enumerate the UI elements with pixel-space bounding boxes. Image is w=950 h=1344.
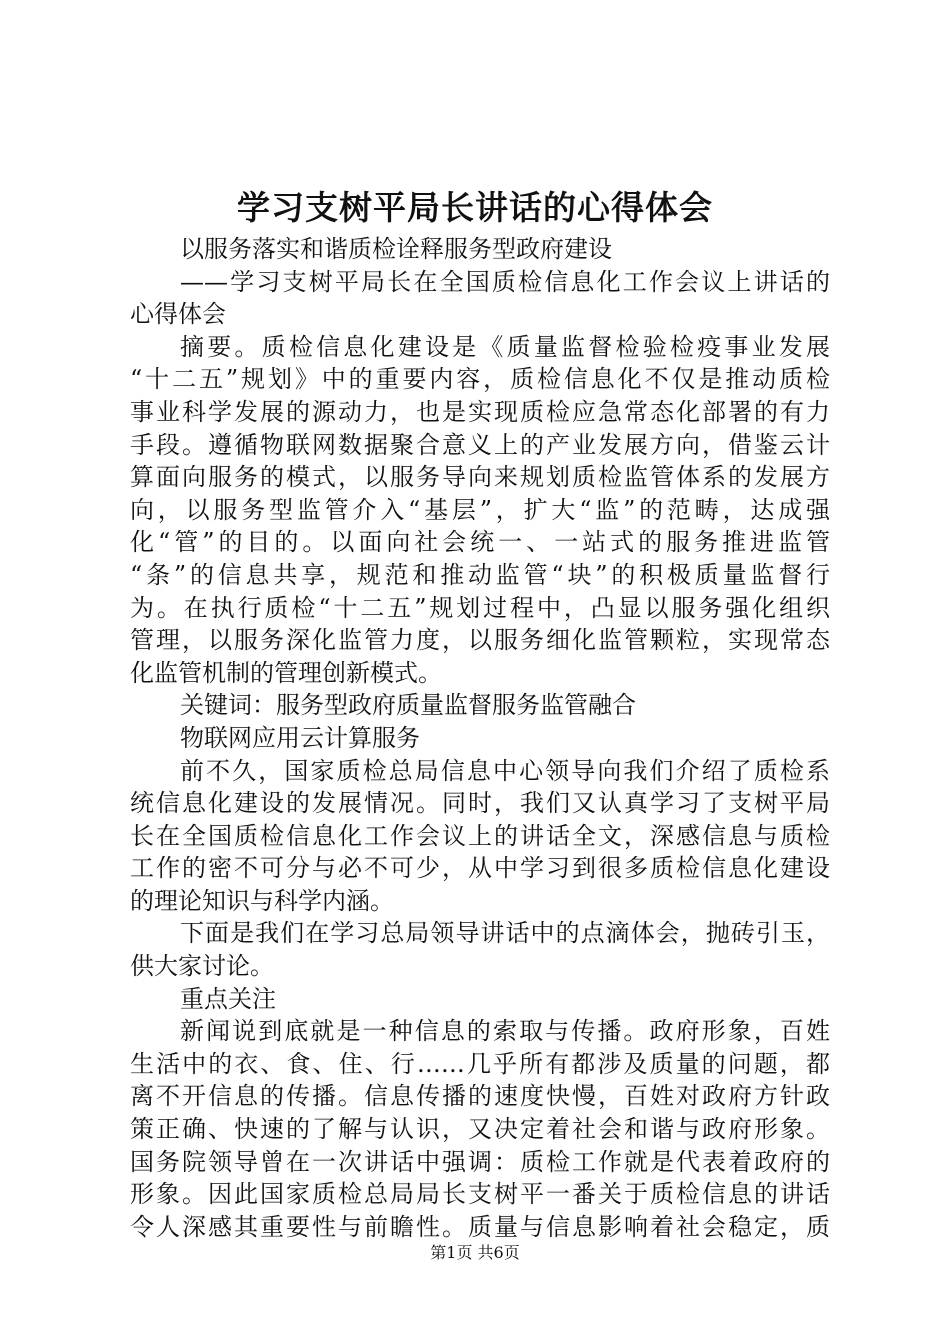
abstract-line: 管理，以服务深化监管力度，以服务细化监管颗粒，实现常态	[130, 626, 830, 655]
paragraph-line: 下面是我们在学习总局领导讲话中的点滴体会，抛砖引玉，	[180, 919, 830, 948]
paragraph-line: 前不久，国家质检总局信息中心领导向我们介绍了质检系	[180, 756, 830, 785]
paragraph-line: 统信息化建设的发展情况。同时，我们又认真学习了支树平局	[130, 789, 830, 818]
keywords-line: 关键词：服务型政府质量监督服务监管融合	[180, 691, 636, 720]
abstract-line: 为。在执行质检“十二五”规划过程中，凸显以服务强化组织	[130, 593, 830, 622]
paragraph-line: 国务院领导曾在一次讲话中强调：质检工作就是代表着政府的	[130, 1147, 830, 1176]
abstract-line: 向，以服务型监管介入“基层”，扩大“监”的范畴，达成强	[130, 495, 830, 524]
keywords-line: 物联网应用云计算服务	[180, 723, 420, 752]
subtitle-line: ——学习支树平局长在全国质检信息化工作会议上讲话的	[180, 267, 830, 296]
paragraph-line: 令人深感其重要性与前瞻性。质量与信息影响着社会稳定，质	[130, 1212, 830, 1241]
subtitle-line: 心得体会	[130, 300, 226, 329]
abstract-line: 化监管机制的管理创新模式。	[130, 658, 442, 687]
abstract-line: “十二五”规划》中的重要内容，质检信息化不仅是推动质检	[130, 365, 830, 394]
paragraph-line: 供大家讨论。	[130, 952, 274, 981]
document-body	[130, 233, 830, 1243]
section-heading: 重点关注	[180, 984, 276, 1013]
paragraph-line: 生活中的衣、食、住、行……几乎所有都涉及质量的问题，都	[130, 1049, 830, 1078]
document-title: 学习支树平局长讲话的心得体会	[237, 188, 713, 227]
abstract-line: 摘要。质检信息化建设是《质量监督检验检疫事业发展	[180, 332, 830, 361]
paragraph-line: 形象。因此国家质检总局局长支树平一番关于质检信息的讲话	[130, 1180, 830, 1209]
page-footer: 第1页 共6页	[430, 1243, 520, 1262]
paragraph-line: 工作的密不可分与必不可少，从中学习到很多质检信息化建设	[130, 854, 830, 883]
abstract-line: 手段。遵循物联网数据聚合意义上的产业发展方向，借鉴云计	[130, 430, 830, 459]
paragraph-line: 策正确、快速的了解与认识，又决定着社会和谐与政府形象。	[130, 1115, 830, 1144]
paragraph-line: 的理论知识与科学内涵。	[130, 886, 394, 915]
abstract-line: “条”的信息共享，规范和推动监管“块”的积极质量监督行	[130, 560, 830, 589]
abstract-line: 事业科学发展的源动力，也是实现质检应急常态化部署的有力	[130, 397, 830, 426]
paragraph-line: 长在全国质检信息化工作会议上的讲话全文，深感信息与质检	[130, 821, 830, 850]
paragraph-line: 离不开信息的传播。信息传播的速度快慢，百姓对政府方针政	[130, 1082, 830, 1111]
subtitle-line: 以服务落实和谐质检诠释服务型政府建设	[180, 235, 612, 263]
abstract-line: 算面向服务的模式，以服务导向来规划质检监管体系的发展方	[130, 463, 830, 492]
paragraph-line: 新闻说到底就是一种信息的索取与传播。政府形象，百姓	[180, 1017, 830, 1046]
abstract-line: 化“管”的目的。以面向社会统一、一站式的服务推进监管	[130, 528, 830, 557]
